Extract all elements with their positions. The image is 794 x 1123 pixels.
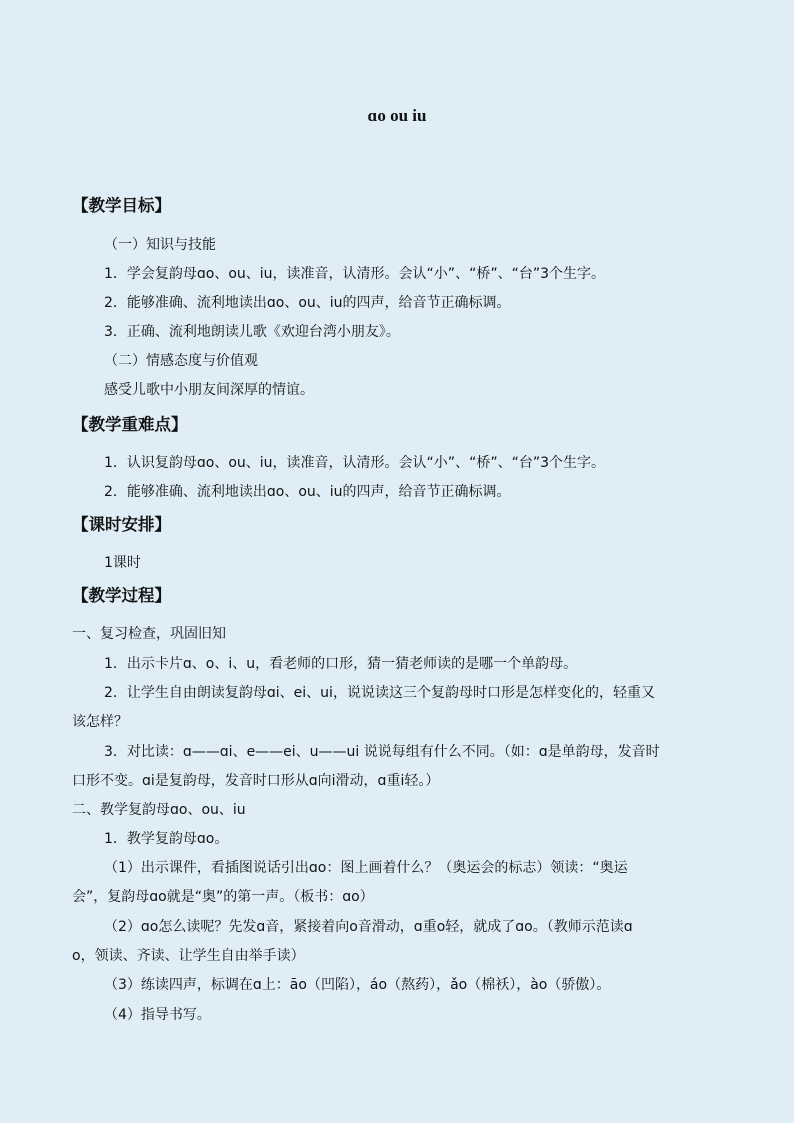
process-2-1-4: （4）指导书写。 [104,1007,211,1023]
process-part-1: 一、复习检查，巩固旧知 [72,626,226,642]
process-part-2: 二、教学复韵母ɑo、ou、iu [72,802,246,818]
heading-process: 【教学过程】 [72,586,171,605]
process-2-1-1-line1: （1）出示课件，看插图说话引出ɑo：图上画着什么？（奥运会的标志）领读：“奥运 [104,860,628,876]
goals-item-2: 2．能够准确、流利地读出ɑo、ou、iu的四声，给音节正确标调。 [104,295,511,311]
process-2-1-2-line1: （2）ɑo怎么读呢？先发ɑ音，紧接着向o音滑动，ɑ重o轻，就成了ɑo。（教师示范读ɑ [104,919,633,935]
goals-sub-knowledge: （一）知识与技能 [104,237,216,253]
process-2-1-1-line2: 会”，复韵母ɑo就是“奥”的第一声。（板书：ɑo） [72,889,374,905]
heading-keypoints: 【教学重难点】 [72,415,188,434]
goals-sub-emotion: （二）情感态度与价值观 [104,353,258,369]
keypoints-item-2: 2．能够准确、流利地读出ɑo、ou、iu的四声，给音节正确标调。 [104,484,511,500]
process-1-2-line2: 该怎样？ [72,714,128,730]
process-1-1: 1．出示卡片ɑ、o、i、u，看老师的口形，猜一猜老师读的是哪一个单韵母。 [104,656,578,672]
goals-emotion-text: 感受儿歌中小朋友间深厚的情谊。 [104,382,314,398]
page-title: ɑo ou iu [367,106,427,125]
process-2-1-3: （3）练读四声，标调在ɑ上：āo（凹陷），áo（熬药），ǎo（棉袄），ào（骄傲）。 [104,977,611,993]
goals-item-1: 1．学会复韵母ɑo、ou、iu，读准音，认清形。会认“小”、“桥”、“台”3个生字。 [104,266,605,282]
process-1-3-line1: 3．对比读：ɑ——ɑi、e——ei、u——ui 说说每组有什么不同。（如：ɑ是单韵母，发音时 [104,744,660,760]
process-2-1-2-line2: o，领读、齐读、让学生自由举手读） [72,948,305,964]
heading-goals: 【教学目标】 [72,196,171,215]
heading-schedule: 【课时安排】 [72,515,171,534]
goals-item-3: 3．正确、流利地朗读儿歌《欢迎台湾小朋友》。 [104,324,400,340]
process-2-1: 1．教学复韵母ɑo。 [104,831,229,847]
process-1-3-line2: 口形不变。ɑi是复韵母，发音时口形从ɑ向i滑动，ɑ重i轻。） [72,773,440,789]
keypoints-item-1: 1．认识复韵母ɑo、ou、iu，读准音，认清形。会认“小”、“桥”、“台”3个生字。 [104,455,605,471]
schedule-text: 1课时 [104,555,141,571]
process-1-2-line1: 2．让学生自由朗读复韵母ɑi、ei、ui，说说读这三个复韵母时口形是怎样变化的，轻重又 [104,685,655,701]
